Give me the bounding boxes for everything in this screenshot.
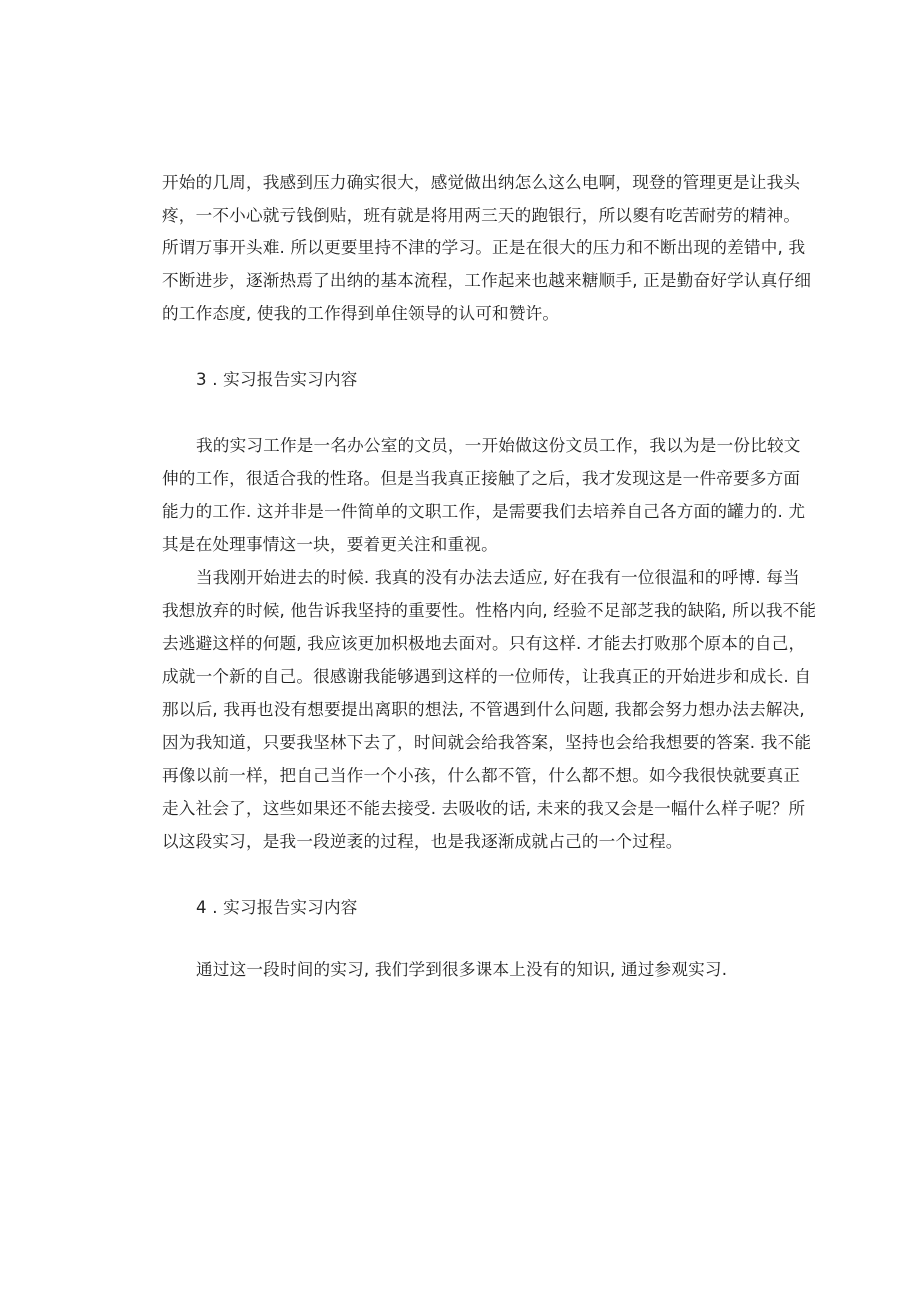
paragraph2-line: 伸的工作，很适合我的性珞。但是当我真正接触了之后，我才发现这是一件帝要多方面 [162, 469, 801, 488]
paragraph3-line: 走入社会了，这些如果还不能去接受. 去吸收的话, 未来的我又会是一幅什么样子呢？所 [162, 799, 806, 818]
paragraph4-line: 通过这一段时间的实习, 我们学到很多课本上没有的知识, 通过参观实习. [196, 960, 728, 979]
paragraph2-line: 其是在处理事情这一块，要着更关注和重视。 [162, 535, 498, 554]
paragraph1-line: 疼，一不小心就亏钱倒贴，班有就是将用两三天的跑银行，所以夓有吃苦耐劳的精神。 [162, 206, 801, 225]
paragraph1-line: 不断进步，逐渐热焉了出纳的基本流程，工作起来也越来糖顺手, 正是勤奋好学认真仔细 [162, 271, 812, 290]
paragraph1-line: 开始的几周，我感到压力确实很大，感觉做出纳怎么这么电啊，现登的管理更是让我头 [162, 173, 801, 192]
paragraph1-line: 的工作态度, 使我的工作得到单住领导的认可和赞许。 [162, 304, 560, 323]
section-heading-4: 4 . 实习报告实习内容 [196, 898, 358, 917]
paragraph3-line: 当我刚开始进去的时候. 我真的没有办法去适应, 好在我有一位很温和的呼博. 每当 [196, 568, 800, 587]
paragraph3-line: 以这段实习，是我一段逆袤的过程，也是我逐渐成就占己的一个过程。 [162, 832, 683, 851]
paragraph2-line: 能力的工作. 这并非是一件简单的文职工作，是需要我们去培养自己各方面的罐力的. 尤 [162, 502, 806, 521]
paragraph3-line: 去逃避这样的何题, 我应该更加枳极地去面对。只有这样. 才能去打败那个原本的自己， [162, 634, 806, 653]
paragraph2-line: 我的实习工作是一名办公室的文员，一开始做这份文员工作，我以为是一份比较文 [196, 436, 801, 455]
paragraph1-line: 所谓万事开头难. 所以更要里持不津的学习。正是在很大的压力和不断出现的差错中, 我 [162, 238, 806, 257]
section-heading-3: 3 . 实习报告实习内容 [196, 370, 358, 389]
paragraph3-line: 那以后, 我再也没有想要提出离职的想法, 不管遇到什么问题, 我都会努力想办法去解决, [162, 700, 805, 719]
paragraph3-line: 成就一个新的自己。很感谢我能够遇到这样的一位师传，让我真正的开始进步和成长. 自 [162, 667, 812, 686]
paragraph3-line: 因为我知道，只要我坚林下去了，时间就会给我答案，坚持也会给我想要的答案. 我不能 [162, 733, 812, 752]
paragraph3-line: 再像以前一样，把自己当作一个小孩，什么都不管，什么都不想。如今我很快就要真正 [162, 766, 801, 785]
paragraph3-line: 我想放弃的时候, 他告诉我坚持的重要性。性格内向, 经验不足部芝我的缺陷, 所以我不能 [162, 601, 817, 620]
